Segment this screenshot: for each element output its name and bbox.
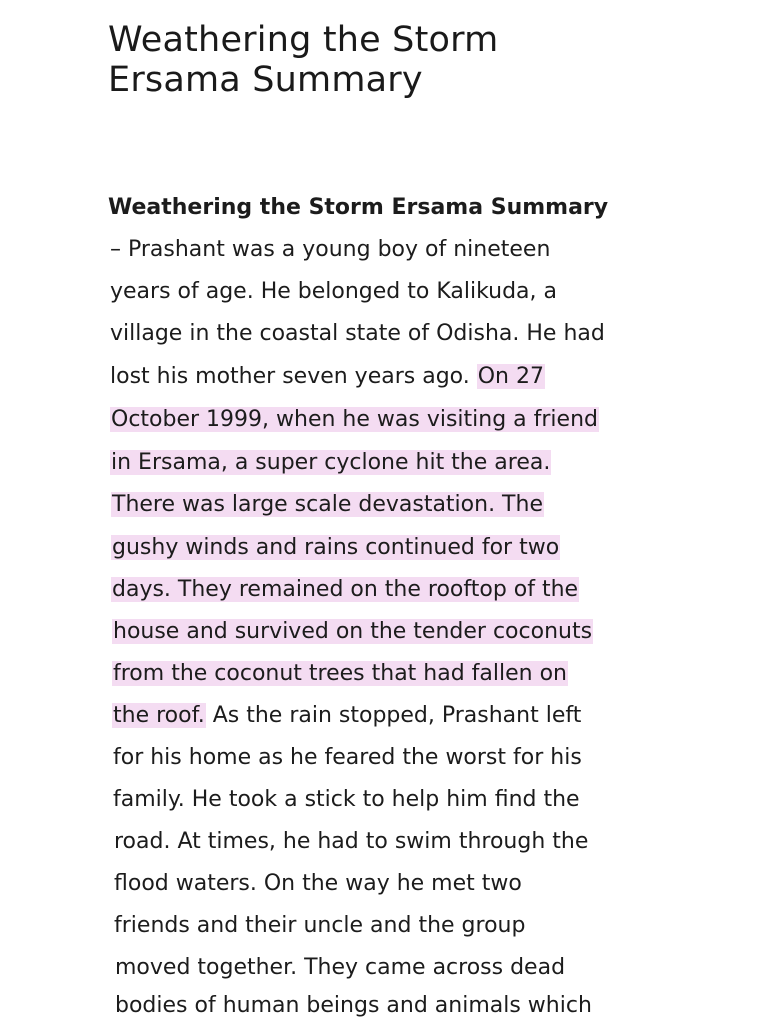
article-line-highlighted: October 1999, when he was visiting a friend	[111, 407, 598, 432]
article-line-highlighted: gushy winds and rains continued for two	[112, 535, 560, 560]
article-line: family. He took a stick to help him find the	[113, 787, 580, 812]
article-line-highlighted: in Ersama, a super cyclone hit the area.	[111, 450, 551, 475]
page-title-line-2: Ersama Summary	[108, 60, 423, 100]
article-line: village in the coastal state of Odisha. He had	[110, 321, 605, 346]
article-line: bodies of human beings and animals which	[115, 993, 592, 1018]
article-heading: Weathering the Storm Ersama Summary	[108, 195, 609, 220]
article-line: for his home as he feared the worst for his	[113, 745, 582, 770]
article-line-highlighted: There was large scale devastation. The	[112, 492, 543, 517]
article-line-highlighted: days. They remained on the rooftop of the	[112, 577, 579, 602]
article-line: moved together. They came across dead	[115, 955, 566, 980]
article-line: – Prashant was a young boy of nineteen	[110, 237, 551, 262]
article-line: the roof. As the rain stopped, Prashant left	[113, 703, 582, 728]
article-line: years of age. He belonged to Kalikuda, a	[110, 279, 557, 304]
article-line: friends and their uncle and the group	[114, 913, 526, 938]
article-line: flood waters. On the way he met two	[114, 871, 522, 896]
article-line: road. At times, he had to swim through the	[114, 829, 589, 854]
article-line: lost his mother seven years ago. On 27	[110, 364, 544, 389]
page-title-line-1: Weathering the Storm	[108, 20, 499, 60]
article-line-highlighted: from the coconut trees that had fallen on	[113, 661, 567, 686]
article-line-highlighted: house and survived on the tender coconuts	[113, 619, 593, 644]
